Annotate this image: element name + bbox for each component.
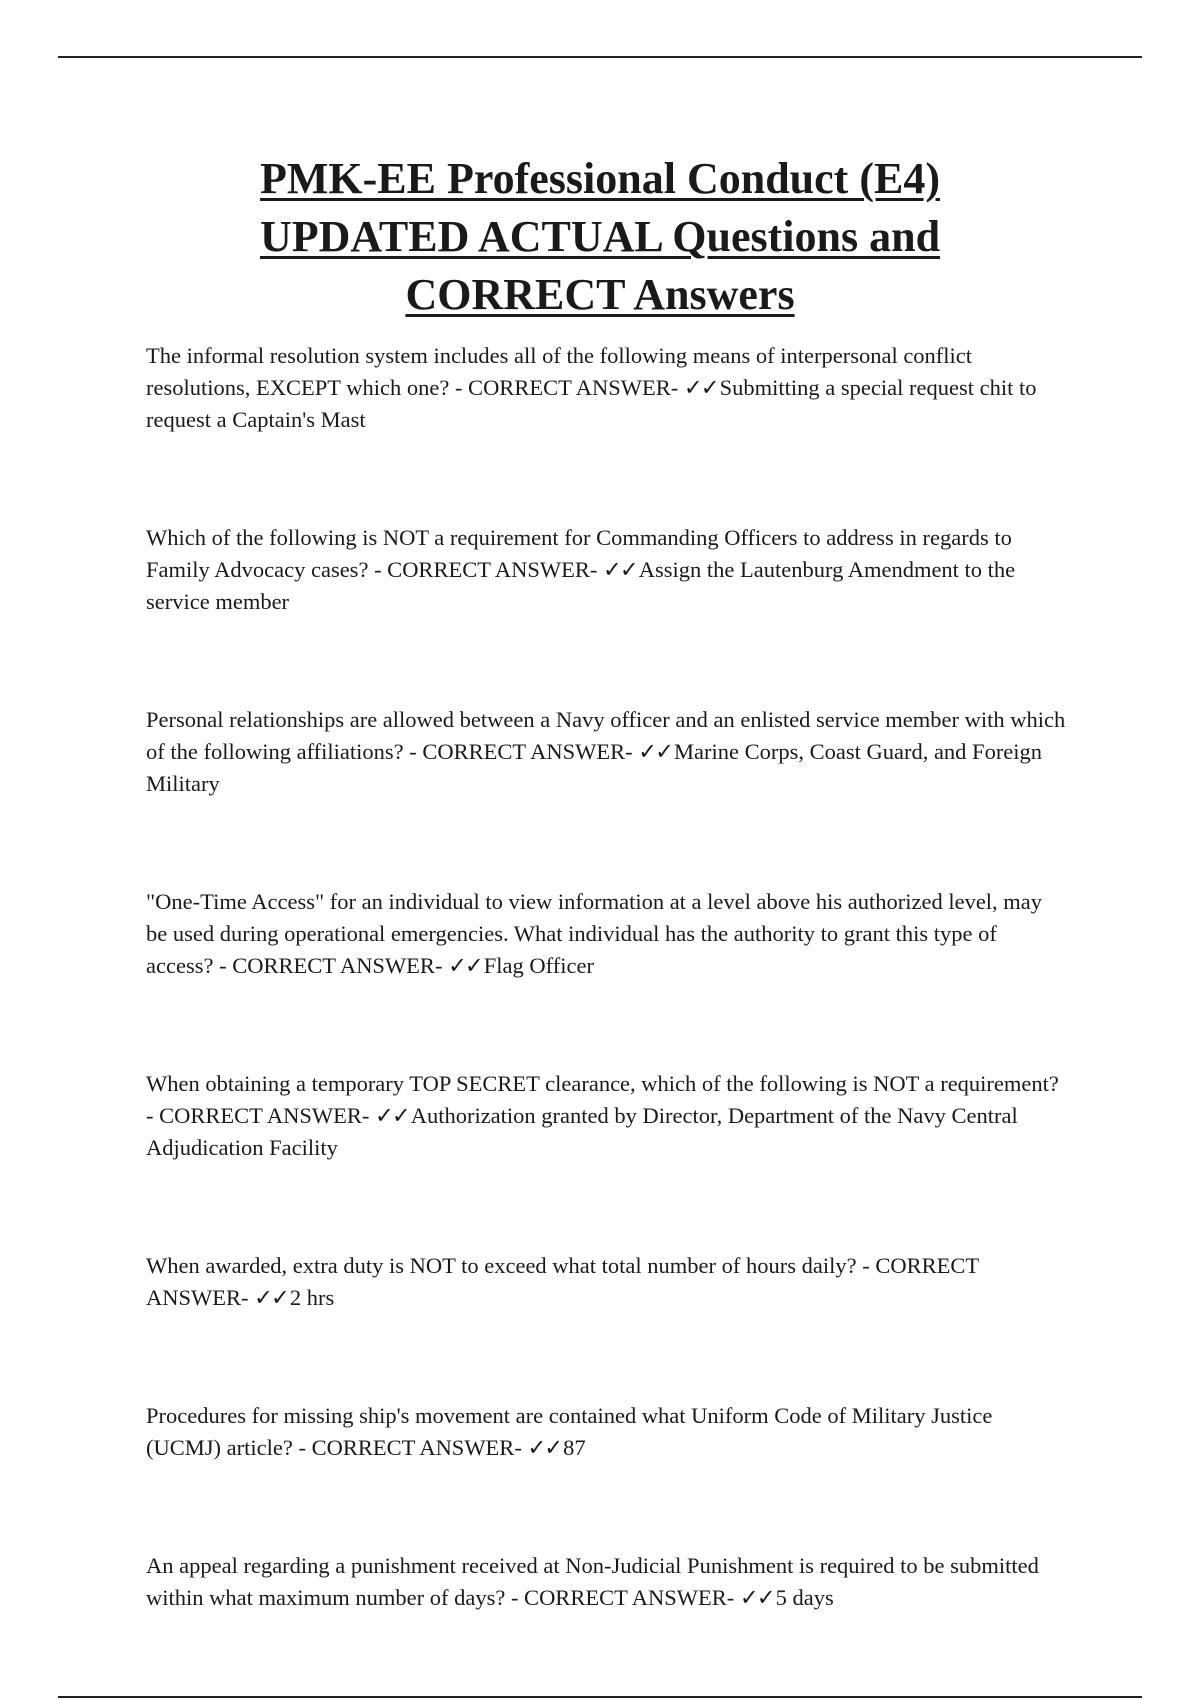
answer-text: 2 hrs — [289, 1285, 335, 1310]
bottom-rule — [58, 1696, 1142, 1698]
double-check-icon: ✓✓ — [254, 1285, 288, 1310]
qa-item — [146, 522, 1066, 618]
question-text: When awarded, extra duty is NOT to exceed what total number of hours daily? — [146, 1253, 863, 1278]
title-line: PMK-EE Professional Conduct (E4) — [260, 154, 940, 203]
qa-item — [146, 1550, 1066, 1614]
answer-prefix: - CORRECT ANSWER- — [146, 1103, 375, 1128]
top-rule — [58, 56, 1142, 58]
answer-text: 5 days — [775, 1585, 834, 1610]
question-text: An appeal regarding a punishment received at Non-Judicial Punishment is required to be submitted within what maximum number of days? — [146, 1553, 1039, 1610]
answer-prefix: - CORRECT ANSWER- — [146, 1253, 979, 1310]
answer-text: 87 — [563, 1435, 586, 1460]
document-title — [60, 150, 1140, 324]
qa-item — [146, 340, 1066, 436]
question-text: Which of the following is NOT a requirement for Commanding Officers to address in regards to Family Advocacy cases? — [146, 525, 1012, 582]
qa-item — [146, 1400, 1066, 1464]
qa-item — [146, 704, 1066, 800]
double-check-icon: ✓✓ — [527, 1435, 562, 1460]
answer-text: Marine Corps, Coast Guard, and Foreign Military — [146, 739, 1043, 796]
title-line: UPDATED ACTUAL Questions and — [259, 212, 941, 261]
question-text: Procedures for missing ship's movement are contained what Uniform Code of Military Justice (UCMJ) article? — [146, 1403, 993, 1460]
question-text: The informal resolution system includes all of the following means of interpersonal conflict resolutions, EXCEPT which one? — [146, 343, 973, 400]
question-text: "One-Time Access" for an individual to view information at a level above his authorized level, may be used during operational emergencies. What individual has the authority to grant this type of access? — [146, 889, 1043, 978]
question-text: Personal relationships are allowed between a Navy officer and an enlisted service member with which of the following affiliations? — [146, 707, 1066, 764]
answer-text: Authorization granted by Director, Department of the Navy Central Adjudication Facility — [146, 1103, 1018, 1160]
double-check-icon: ✓✓ — [448, 953, 482, 978]
answer-text: Submitting a special request chit to request a Captain's Mast — [146, 375, 1037, 432]
title-line: CORRECT Answers — [405, 270, 795, 319]
double-check-icon: ✓✓ — [739, 1585, 774, 1610]
qa-item — [146, 1068, 1066, 1164]
qa-list — [146, 340, 1066, 1614]
double-check-icon: ✓✓ — [683, 375, 718, 400]
double-check-icon: ✓✓ — [374, 1103, 409, 1128]
double-check-icon: ✓✓ — [603, 557, 637, 582]
answer-text: Assign the Lautenburg Amendment to the service member — [146, 557, 1016, 614]
answer-prefix: - CORRECT ANSWER- — [298, 1435, 528, 1460]
qa-item — [146, 1250, 1066, 1314]
answer-text: Flag Officer — [483, 953, 594, 978]
answer-prefix: - CORRECT ANSWER- — [454, 375, 684, 400]
answer-prefix: - CORRECT ANSWER- — [510, 1585, 740, 1610]
answer-prefix: - CORRECT ANSWER- — [409, 739, 639, 764]
qa-item — [146, 886, 1066, 982]
question-text: When obtaining a temporary TOP SECRET clearance, which of the following is NOT a requirement? — [146, 1071, 1059, 1096]
double-check-icon: ✓✓ — [638, 739, 672, 764]
answer-prefix: - CORRECT ANSWER- — [219, 953, 449, 978]
answer-prefix: - CORRECT ANSWER- — [374, 557, 604, 582]
